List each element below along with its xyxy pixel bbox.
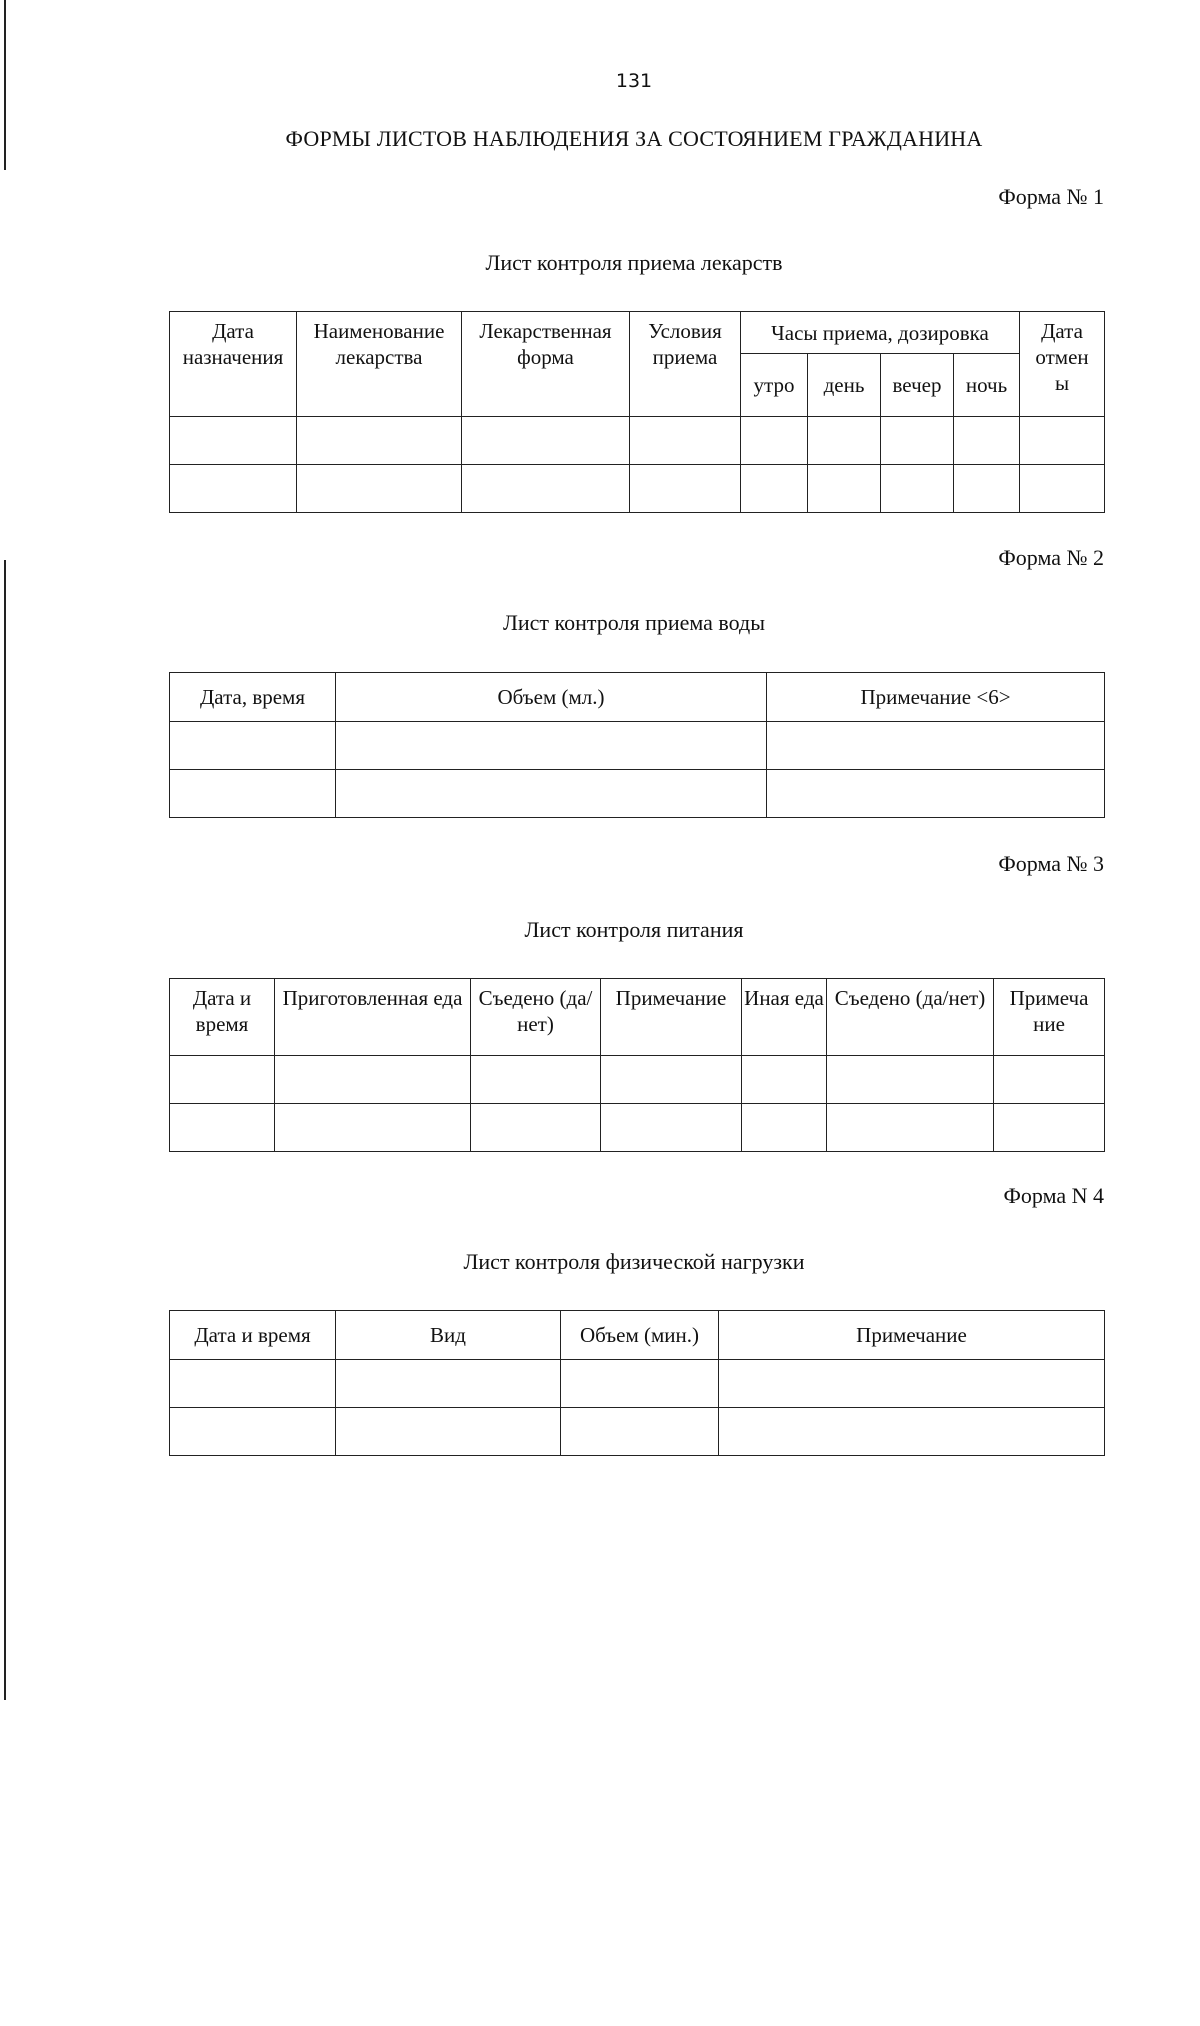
table-cell[interactable]: [742, 1104, 827, 1152]
header-date-time: Дата, время: [170, 673, 336, 722]
scan-edge-line: [4, 560, 6, 1700]
table-cell[interactable]: [462, 465, 630, 513]
table-cell[interactable]: [630, 417, 741, 465]
document-title: ФОРМЫ ЛИСТОВ НАБЛЮДЕНИЯ ЗА СОСТОЯНИЕМ ГРАЖДАНИНА: [285, 126, 983, 151]
table-cell[interactable]: [170, 417, 297, 465]
header-volume-min: Объем (мин.): [561, 1311, 719, 1360]
header-day: день: [808, 354, 881, 417]
table-cell[interactable]: [630, 465, 741, 513]
medication-control-table: [169, 311, 1105, 513]
table-cell[interactable]: [170, 1104, 275, 1152]
header-night: ночь: [954, 354, 1020, 417]
form-3-title: Лист контроля питания: [524, 917, 744, 942]
table-row: [170, 1360, 1105, 1408]
header-note: Примечание: [601, 979, 742, 1056]
table-cell[interactable]: [336, 722, 767, 770]
table-cell[interactable]: [297, 417, 462, 465]
header-note-2: Примеча ние: [994, 979, 1105, 1056]
table-cell[interactable]: [170, 1408, 336, 1456]
table-cell[interactable]: [471, 1056, 601, 1104]
table-row: [170, 722, 1105, 770]
table-cell[interactable]: [336, 1360, 561, 1408]
nutrition-control-table: [169, 978, 1105, 1152]
table-cell[interactable]: [767, 722, 1105, 770]
table-cell[interactable]: [462, 417, 630, 465]
table-cell[interactable]: [336, 770, 767, 818]
header-date-time: Дата и время: [170, 979, 275, 1056]
table-cell[interactable]: [601, 1056, 742, 1104]
table-cell[interactable]: [170, 465, 297, 513]
header-type: Вид: [336, 1311, 561, 1360]
table-cell[interactable]: [719, 1360, 1105, 1408]
table-cell[interactable]: [561, 1360, 719, 1408]
physical-activity-table: [169, 1310, 1105, 1456]
table-cell[interactable]: [808, 465, 881, 513]
table-cell[interactable]: [170, 722, 336, 770]
form-2-title: Лист контроля приема воды: [502, 610, 766, 635]
header-eaten: Съедено (да/нет): [471, 979, 601, 1056]
table-cell[interactable]: [742, 1056, 827, 1104]
form-1-title: Лист контроля приема лекарств: [485, 250, 783, 275]
table-cell[interactable]: [1020, 465, 1105, 513]
table-cell[interactable]: [741, 417, 808, 465]
form-4-title: Лист контроля физической нагрузки: [463, 1249, 805, 1274]
header-morning: утро: [741, 354, 808, 417]
table-cell[interactable]: [827, 1104, 994, 1152]
table-cell[interactable]: [471, 1104, 601, 1152]
form-3-label: Форма № 3: [998, 851, 1104, 876]
table-cell[interactable]: [994, 1104, 1105, 1152]
header-eaten-other: Съедено (да/нет): [827, 979, 994, 1056]
table-cell[interactable]: [275, 1104, 471, 1152]
table-row: [170, 1056, 1105, 1104]
table-cell[interactable]: [170, 1360, 336, 1408]
table-row: [170, 1104, 1105, 1152]
table-cell[interactable]: [561, 1408, 719, 1456]
form-1-label: Форма № 1: [998, 184, 1104, 209]
page-number: 131: [615, 70, 653, 92]
header-volume-ml: Объем (мл.): [336, 673, 767, 722]
table-row: [170, 1408, 1105, 1456]
header-note: Примечание: [719, 1311, 1105, 1360]
header-prepared-food: Приготовленная еда: [275, 979, 471, 1056]
table-cell[interactable]: [336, 1408, 561, 1456]
table-cell[interactable]: [170, 1056, 275, 1104]
form-2-label: Форма № 2: [998, 545, 1104, 570]
header-date-assigned: Дата назначения: [170, 312, 297, 417]
header-hours-dosage: Часы приема, дозировка: [741, 312, 1020, 354]
header-cancel-date: Дата отмен ы: [1020, 312, 1105, 417]
water-control-table: [169, 672, 1105, 818]
header-dosage-form: Лекарственная форма: [462, 312, 630, 417]
table-cell[interactable]: [954, 465, 1020, 513]
header-note: Примечание <6>: [767, 673, 1105, 722]
header-evening: вечер: [881, 354, 954, 417]
table-cell[interactable]: [881, 417, 954, 465]
table-cell[interactable]: [1020, 417, 1105, 465]
table-cell[interactable]: [994, 1056, 1105, 1104]
table-cell[interactable]: [601, 1104, 742, 1152]
form-4-label: Форма N 4: [1003, 1183, 1104, 1208]
table-cell[interactable]: [827, 1056, 994, 1104]
table-cell[interactable]: [170, 770, 336, 818]
table-row: [170, 770, 1105, 818]
table-cell[interactable]: [954, 417, 1020, 465]
table-cell[interactable]: [767, 770, 1105, 818]
table-row: [170, 465, 1105, 513]
table-cell[interactable]: [881, 465, 954, 513]
header-other-food: Иная еда: [742, 979, 827, 1056]
table-cell[interactable]: [808, 417, 881, 465]
header-date-time: Дата и время: [170, 1311, 336, 1360]
table-cell[interactable]: [275, 1056, 471, 1104]
table-row: [170, 417, 1105, 465]
table-cell[interactable]: [297, 465, 462, 513]
table-cell[interactable]: [741, 465, 808, 513]
header-conditions: Условия приема: [630, 312, 741, 417]
table-cell[interactable]: [719, 1408, 1105, 1456]
header-drug-name: Наименование лекарства: [297, 312, 462, 417]
